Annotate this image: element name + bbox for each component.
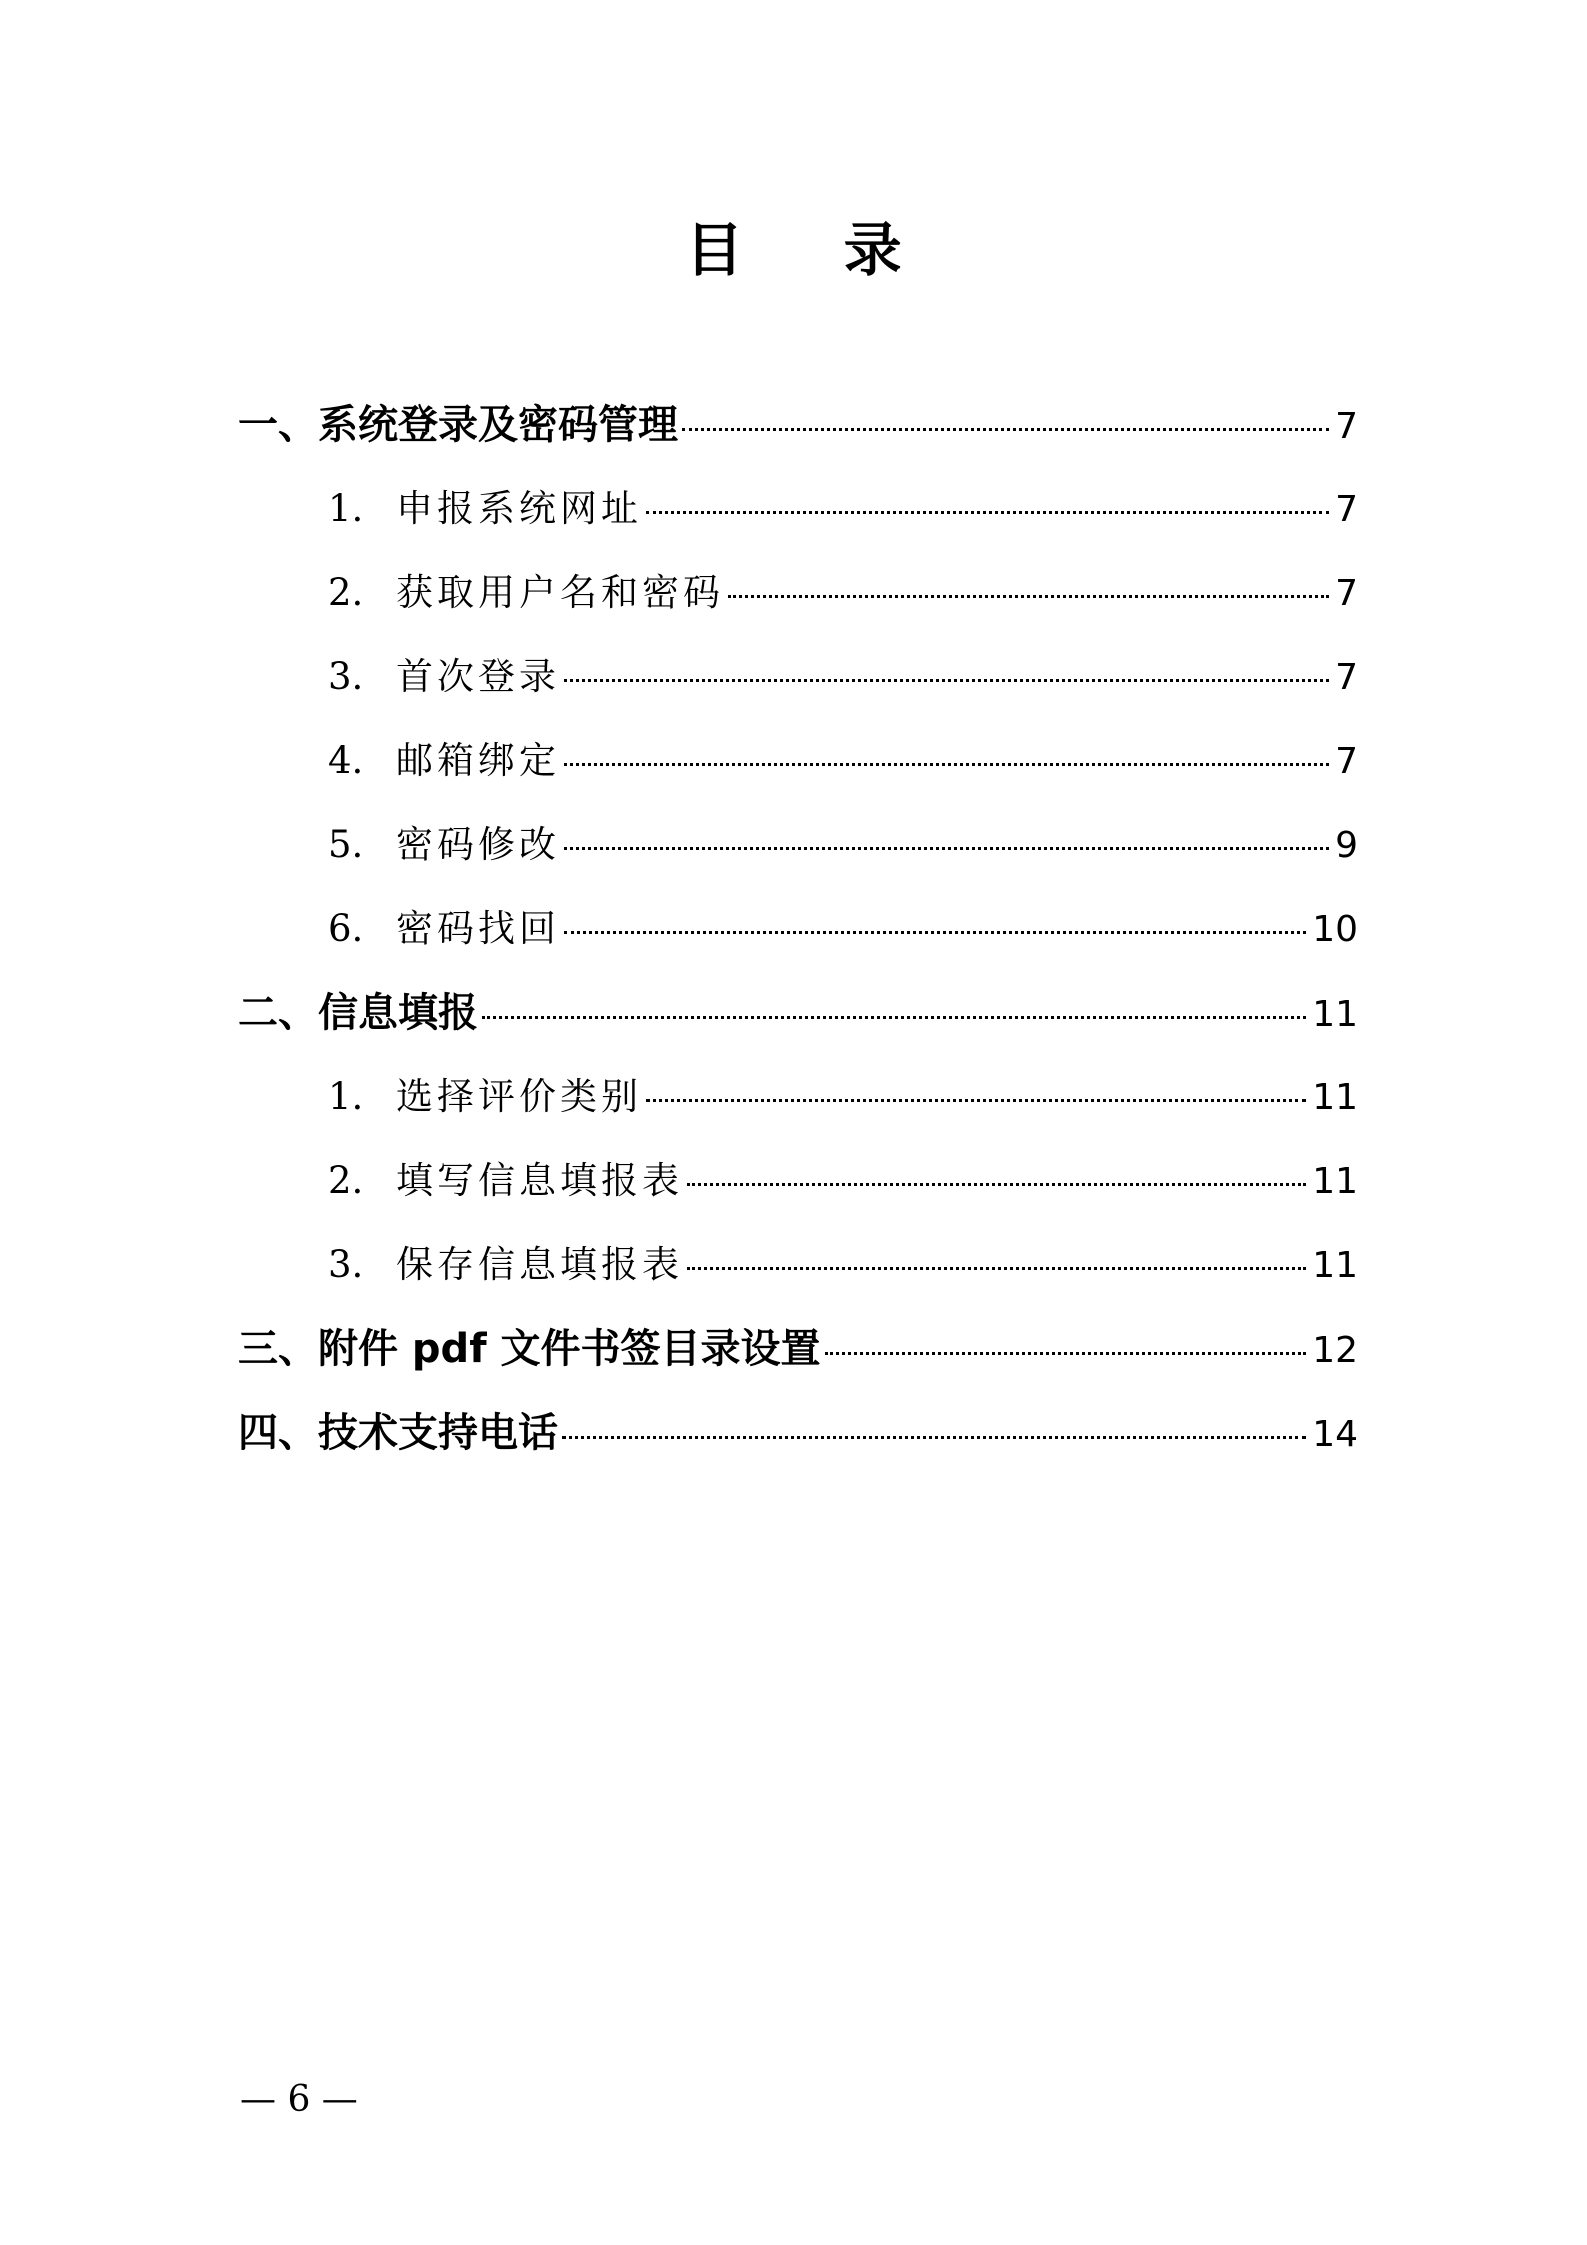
- entry-page-number: 12: [1312, 1330, 1358, 1371]
- subsection-number: 1.: [328, 1075, 364, 1118]
- dot-leader: [687, 1183, 1306, 1186]
- entry-title: 技术支持电话: [318, 1410, 558, 1456]
- subsection-number: 4.: [328, 739, 364, 782]
- section-ordinal: 三、: [238, 1326, 318, 1372]
- entry-page-number: 7: [1335, 657, 1358, 698]
- entry-page-number: 10: [1312, 909, 1358, 950]
- entry-title: 选择评价类别: [396, 1075, 642, 1118]
- page-number-footer: — 6 —: [240, 2079, 358, 2120]
- entry-page-number: 7: [1335, 573, 1358, 614]
- toc-subsection-entry[interactable]: [238, 1139, 1358, 1223]
- table-of-contents: [238, 383, 1358, 1475]
- toc-subsection-entry[interactable]: [238, 635, 1358, 719]
- entry-title: 密码找回: [396, 907, 560, 950]
- dot-leader: [728, 595, 1329, 598]
- entry-page-number: 11: [1312, 1245, 1358, 1286]
- dot-leader: [564, 679, 1329, 682]
- entry-page-number: 7: [1335, 406, 1358, 447]
- dot-leader: [646, 1099, 1306, 1102]
- subsection-number: 3.: [328, 1243, 364, 1286]
- toc-subsection-entry[interactable]: [238, 1055, 1358, 1139]
- subsection-number: 3.: [328, 655, 364, 698]
- entry-title: 附件 pdf 文件书签目录设置: [318, 1326, 821, 1372]
- toc-subsection-entry[interactable]: [238, 719, 1358, 803]
- entry-title: 邮箱绑定: [396, 739, 560, 782]
- subsection-number: 2.: [328, 571, 364, 614]
- subsection-number: 1.: [328, 487, 364, 530]
- subsection-number: 6.: [328, 907, 364, 950]
- subsection-number: 2.: [328, 1159, 364, 1202]
- toc-section-entry[interactable]: [238, 1391, 1358, 1475]
- dot-leader: [482, 1016, 1306, 1019]
- entry-title: 填写信息填报表: [396, 1159, 683, 1202]
- toc-subsection-entry[interactable]: [238, 887, 1358, 971]
- entry-page-number: 7: [1335, 741, 1358, 782]
- dot-leader: [687, 1267, 1306, 1270]
- page-title: 目 录: [685, 216, 942, 284]
- entry-title: 保存信息填报表: [396, 1243, 683, 1286]
- entry-title: 申报系统网址: [396, 487, 642, 530]
- toc-section-entry[interactable]: [238, 383, 1358, 467]
- toc-subsection-entry[interactable]: [238, 803, 1358, 887]
- entry-page-number: 7: [1335, 489, 1358, 530]
- entry-title: 首次登录: [396, 655, 560, 698]
- toc-subsection-entry[interactable]: [238, 1223, 1358, 1307]
- toc-section-entry[interactable]: [238, 971, 1358, 1055]
- dot-leader: [682, 428, 1329, 431]
- subsection-number: 5.: [328, 823, 364, 866]
- entry-page-number: 11: [1312, 1161, 1358, 1202]
- entry-title: 密码修改: [396, 823, 560, 866]
- section-ordinal: 二、: [238, 990, 318, 1036]
- dot-leader: [562, 1436, 1306, 1439]
- section-ordinal: 一、: [238, 402, 318, 448]
- dot-leader: [825, 1352, 1307, 1355]
- entry-title: 系统登录及密码管理: [318, 402, 678, 448]
- toc-subsection-entry[interactable]: [238, 467, 1358, 551]
- dot-leader: [646, 511, 1329, 514]
- entry-page-number: 9: [1335, 825, 1358, 866]
- entry-page-number: 14: [1312, 1414, 1358, 1455]
- entry-page-number: 11: [1312, 1077, 1358, 1118]
- dot-leader: [564, 763, 1329, 766]
- dot-leader: [564, 931, 1306, 934]
- entry-title: 获取用户名和密码: [396, 571, 724, 614]
- section-ordinal: 四、: [238, 1410, 318, 1456]
- toc-section-entry[interactable]: [238, 1307, 1358, 1391]
- entry-page-number: 11: [1312, 994, 1358, 1035]
- entry-title: 信息填报: [318, 990, 478, 1036]
- dot-leader: [564, 847, 1329, 850]
- toc-subsection-entry[interactable]: [238, 551, 1358, 635]
